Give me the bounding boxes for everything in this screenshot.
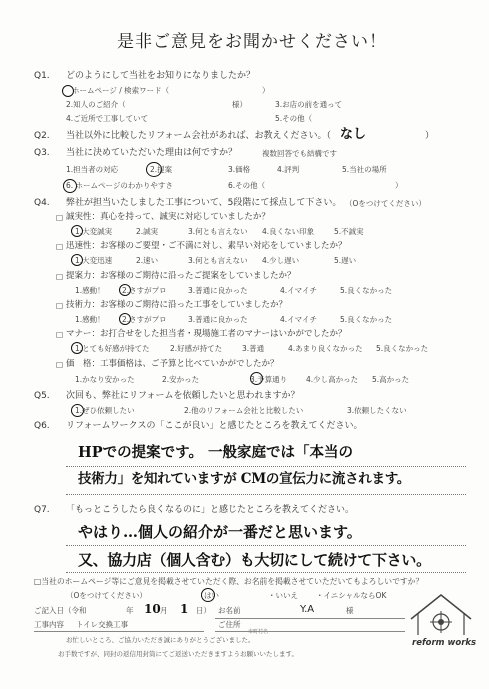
q3-note: 複数回答でも結構です: [262, 149, 337, 158]
q2-answer: なし: [340, 127, 367, 142]
q7-answer-line: [66, 545, 466, 546]
q4-item-option[interactable]: 1.感動！: [75, 315, 105, 324]
q1-number: Q1.: [34, 71, 50, 81]
q4-item-bullet: □: [56, 301, 64, 310]
q7-number: Q7.: [34, 505, 50, 515]
q1-option2-sama: 様）: [232, 100, 247, 109]
q4-item-option[interactable]: 5.良くなかった: [340, 315, 393, 324]
day-label: 日）: [196, 606, 211, 615]
name-label: お名前: [218, 606, 241, 615]
date-day[interactable]: 1: [180, 602, 189, 616]
footer-return-note: お手数ですが、同封の返信用封筒にてご返送いただきますようお願いいたします。: [58, 650, 298, 658]
q4-item-bullet: □: [56, 213, 64, 222]
q6-answer-line: [66, 466, 466, 467]
q6-answer-line1: HPでの提案です。 一般家庭では「本当の: [78, 444, 353, 461]
q3-option4[interactable]: 4.評判: [277, 165, 300, 174]
q2-question: 当社以外に比較したリフォーム会社があれば、お教えください。（: [66, 131, 332, 141]
q5-number: Q5.: [34, 391, 50, 401]
q3-question: 当社に決めていただいた理由は何ですか？: [66, 148, 238, 158]
month-label: 月: [160, 606, 168, 615]
q4-item-label: 提案力：お客様のご期待に沿ったご提案をしていましたか？: [66, 271, 296, 281]
q3-option7-close: ）: [395, 181, 403, 190]
q1-option1[interactable]: ホームページ / 検索ワード（: [72, 86, 170, 95]
q4-item-bullet: □: [56, 272, 64, 281]
address-label: ご住所: [218, 620, 241, 629]
q6-question: リフォームワークスの「ここが良い」と感じたところを教えてください。: [66, 421, 363, 431]
q4-item-option[interactable]: 5.遅い: [334, 256, 357, 265]
q4-item-option[interactable]: 3.何とも言えない: [188, 227, 248, 236]
q4-item-option[interactable]: 1.とても好感が持てた: [75, 344, 150, 353]
consent-no[interactable]: ・いいえ: [268, 591, 298, 600]
consent-initial[interactable]: ・イニシャルならOK: [316, 591, 387, 600]
reform-works-logo: [406, 589, 476, 657]
q4-item-option[interactable]: 2.さすがプロ: [122, 315, 167, 324]
q4-item-label: マナー：お打合せをした担当者・現場施工者のマナーはいかがでしたか？: [66, 329, 347, 339]
q4-item-option[interactable]: 5.不誠実: [334, 227, 364, 236]
consent-question: □当社のホームページ等にご意見を掲載させていただく際、お名前を掲載させていただいてもよろしいですか？: [34, 577, 424, 586]
footer-thanks: お忙しいところ、ご協力いただき誠にありがとうございました。: [66, 636, 255, 644]
q1-option1-close: ）: [262, 86, 270, 95]
work-label: 工事内容: [34, 620, 64, 629]
q4-item-option[interactable]: 5.良くなかった: [376, 344, 429, 353]
q4-item-option[interactable]: 1.感動！: [75, 286, 105, 295]
q4-item-option[interactable]: 3.何とも言えない: [188, 256, 248, 265]
q3-option7[interactable]: 6.その他（: [228, 181, 266, 190]
q3-option2[interactable]: 2.提案: [150, 165, 173, 174]
q4-item-option[interactable]: 2.好感が持てた: [170, 344, 223, 353]
q4-item-option[interactable]: 1.かなり安かった: [75, 375, 135, 384]
q4-note: （Oをつけてください）: [345, 199, 426, 208]
page-title: 是非ご意見をお聞かせください！: [117, 32, 387, 52]
q7-answer-line2: 又、協力店（個人含む）も大切にして続けて下さい。: [78, 551, 431, 569]
q4-number: Q4.: [34, 198, 50, 208]
q6-number: Q6.: [34, 421, 50, 431]
consent-yes[interactable]: はい: [204, 591, 219, 600]
date-label: ご記入日（令和: [34, 606, 87, 615]
logo-text: reform works: [412, 638, 477, 648]
q4-item-bullet: □: [56, 330, 64, 339]
sama-label: 様: [346, 606, 354, 615]
q4-item-label: 価 格：工事価格は、ご予算と比べていかがでしたか？: [66, 359, 279, 369]
name-value[interactable]: Y.A: [300, 604, 315, 615]
work-underline: [34, 631, 204, 632]
consent-note: （Oをつけてください）: [66, 591, 147, 600]
date-month[interactable]: 10: [144, 602, 161, 616]
q4-item-bullet: □: [56, 242, 64, 251]
q4-item-label: 技術力：お客様のご期待に沿った工事をしていましたか？: [66, 300, 288, 310]
q4-item-option[interactable]: 2.安かった: [162, 375, 200, 384]
q6-answer-line: [66, 494, 466, 495]
name-underline: [215, 618, 405, 619]
house-logo-icon: [406, 589, 476, 639]
q5-option1[interactable]: 1.ぜひ依頼したい: [75, 406, 135, 415]
q3-number: Q3.: [34, 148, 50, 158]
q4-item-option[interactable]: 2.誠実: [136, 227, 159, 236]
q3-option3[interactable]: 3.価格: [228, 165, 251, 174]
q2-close: ）: [425, 131, 435, 141]
q4-item-option[interactable]: 2.速い: [136, 256, 159, 265]
q4-item-option[interactable]: 2.さすがプロ: [122, 286, 167, 295]
q4-item-option[interactable]: 3.普通: [242, 344, 265, 353]
q5-option2[interactable]: 2.他のリフォーム会社と比較したい: [184, 406, 304, 415]
q5-option3[interactable]: 3.依頼したくない: [347, 406, 407, 415]
q4-item-option[interactable]: 4.イマイチ: [280, 315, 318, 324]
q6-answer-line2: 技術力」を知れていますが CMの宣伝力に流されます。: [78, 471, 411, 487]
q4-item-bullet: □: [56, 360, 64, 369]
q4-item-option[interactable]: 4.少し遅い: [262, 256, 300, 265]
address-underline: [215, 631, 405, 632]
q1-option5[interactable]: 5.その他（: [275, 114, 313, 123]
work-value[interactable]: トイレ交換工事: [76, 620, 129, 629]
q5-question: 次回も、弊社にリフォームを依頼したいと思われますか？: [66, 391, 300, 401]
q4-item-label: 迅速性：お客様のご要望・ご不満に対し、素早い対応をしていましたか？: [66, 241, 347, 251]
q7-question: 「もっとこうしたら良くなるのに」と感じたところを教えてください。: [66, 505, 355, 515]
q4-item-option[interactable]: 3.普通に良かった: [188, 315, 248, 324]
q7-answer-line: [66, 572, 466, 573]
q4-item-option[interactable]: 4.イマイチ: [280, 286, 318, 295]
q4-item-option[interactable]: 1.大変迅速: [75, 256, 113, 265]
q4-item-option[interactable]: 1.大変誠実: [75, 227, 113, 236]
q3-option1[interactable]: 1.担当者の対応: [66, 165, 119, 174]
address-note: 市町村名: [248, 629, 269, 635]
q4-item-option[interactable]: 5.高かった: [372, 375, 410, 384]
q1-option3[interactable]: 3.お店の前を通って: [275, 100, 343, 109]
q4-item-label: 誠実性：真心を持って、誠実に対応していましたか？: [66, 212, 270, 222]
q4-item-option[interactable]: 5.良くなかった: [340, 286, 393, 295]
q7-answer-line1: やはり…個人の紹介が一番だと思います。: [78, 523, 362, 541]
q4-item-option[interactable]: 3.予算通り: [250, 375, 288, 384]
q3-option6[interactable]: 6. ホームページのわかりやすさ: [66, 181, 173, 190]
q4-item-option[interactable]: 4.少し高かった: [306, 375, 359, 384]
q1-option4[interactable]: 4.ご近所で工事していて: [66, 114, 149, 123]
q4-item-option[interactable]: 4.あまり良くなかった: [288, 344, 363, 353]
q2-number: Q2.: [34, 131, 50, 141]
year-label: 年: [126, 606, 134, 615]
q1-question: どのようにして当社をお知りになりましたか？: [66, 71, 256, 81]
q1-option2[interactable]: 2.知人のご紹介（: [66, 100, 126, 109]
q4-question: 弊社が担当いたしました工事について、5段階にて採点して下さい。: [66, 198, 342, 208]
q4-item-option[interactable]: 3.普通に良かった: [188, 286, 248, 295]
q4-item-option[interactable]: 4.良くない印象: [262, 227, 315, 236]
q3-option5[interactable]: 5.当社の場所: [342, 165, 387, 174]
